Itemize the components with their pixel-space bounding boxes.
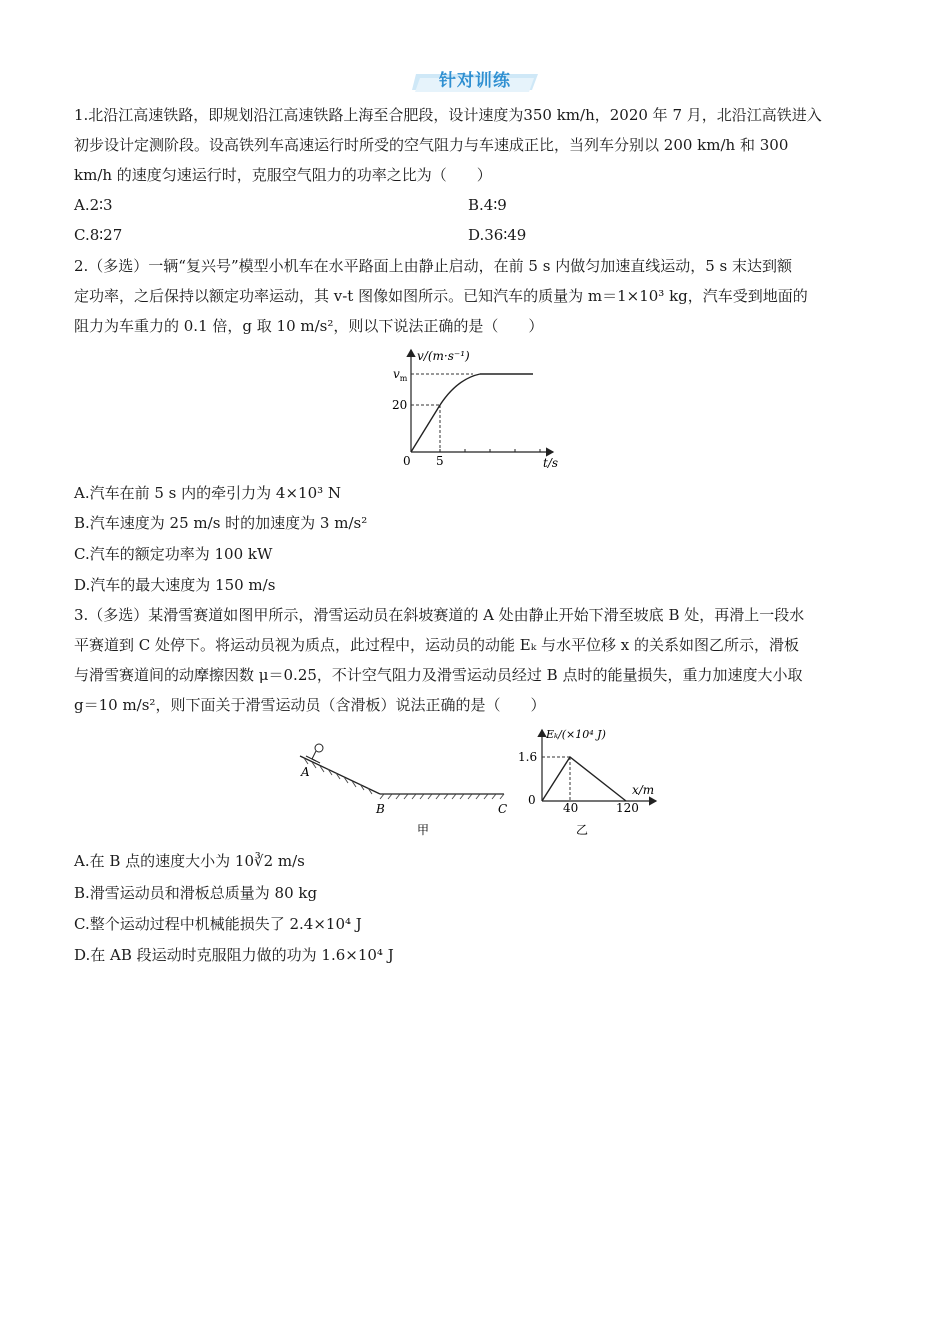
q3-option-a[interactable]: A.在 B 点的速度大小为 10∛2 m/s	[74, 852, 305, 870]
q2-accel-line	[411, 405, 440, 452]
q1-line-1: 1.北沿江高速铁路，即规划沿江高速铁路上海至合肥段，设计速度为350 km/h，2020 年 7 月，北沿江高铁进入	[74, 106, 822, 124]
q3-line-3: 与滑雪赛道间的动摩擦因数 μ＝0.25，不计空气阻力及滑雪运动员经过 B 点时的能量损失，重力加速度大小取	[74, 666, 803, 684]
q2-option-c[interactable]: C.汽车的额定功率为 100 kW	[74, 545, 273, 563]
q3-ek-graph	[510, 722, 670, 846]
q2-vt-graph	[385, 345, 575, 474]
q1-option-a[interactable]: A.2∶3	[74, 196, 113, 214]
q2-x-axis-label: t/s	[543, 456, 559, 470]
q3-x-tick-120: 120	[616, 801, 639, 815]
section-header	[412, 68, 538, 94]
q3-point-b: B	[376, 802, 385, 816]
q3-point-a: A	[301, 765, 310, 779]
q1-option-d[interactable]: D.36∶49	[468, 226, 527, 244]
q3-option-d[interactable]: D.在 AB 段运动时克服阻力做的功为 1.6×10⁴ J	[74, 946, 394, 964]
q2-x-tick: 5	[436, 454, 444, 468]
q2-line-1: 2.（多选）一辆“复兴号”模型小机车在水平路面上由静止启动，在前 5 s 内做匀加速直线运动，5 s 末达到额	[74, 257, 792, 275]
q3-point-c: C	[498, 802, 508, 816]
q3-caption-a: 甲	[417, 823, 430, 837]
q3-x-axis-label: x/m	[632, 783, 655, 797]
q2-line-2: 定功率，之后保持以额定功率运动，其 v-t 图像如图所示。已知汽车的质量为 m＝1×10³ kg，汽车受到地面的	[74, 287, 808, 305]
q3-x-tick-40: 40	[563, 801, 579, 815]
q1-line-2: 初步设计定测阶段。设高铁列车高速运行时所受的空气阻力与车速成正比，当列车分别以 200 km/h 和 300	[74, 136, 789, 154]
q2-option-b[interactable]: B.汽车速度为 25 m/s 时的加速度为 3 m/s²	[74, 514, 368, 532]
q1-option-b[interactable]: B.4∶9	[468, 196, 507, 214]
q3-caption-b: 乙	[576, 823, 589, 837]
q2-y-axis-label: v/(m·s⁻¹)	[417, 349, 470, 363]
q3-y-tick: 1.6	[518, 750, 538, 764]
q2-origin: 0	[403, 454, 411, 468]
q2-line-3: 阻力为车重力的 0.1 倍，g 取 10 m/s²，则以下说法正确的是（ ）	[74, 317, 544, 335]
q2-option-a[interactable]: A.汽车在前 5 s 内的牵引力为 4×10³ N	[74, 484, 342, 502]
q3-option-c[interactable]: C.整个运动过程中机械能损失了 2.4×10⁴ J	[74, 915, 362, 933]
q3-line-2: 平赛道到 C 处停下。将运动员视为质点，此过程中，运动员的动能 Eₖ 与水平位移 x 的关系如图乙所示，滑板	[74, 636, 799, 654]
q3-line-4: g＝10 m/s²，则下面关于滑雪运动员（含滑板）说法正确的是（ ）	[74, 696, 546, 714]
q2-y-tick: 20	[392, 398, 408, 412]
q3-option-b[interactable]: B.滑雪运动员和滑板总质量为 80 kg	[74, 884, 318, 902]
q3-ek-line	[542, 757, 626, 801]
q3-line-1: 3.（多选）某滑雪赛道如图甲所示，滑雪运动员在斜坡赛道的 A 处由静止开始下滑至坡底 B 处，再滑上一段水	[74, 606, 805, 624]
q2-option-d[interactable]: D.汽车的最大速度为 150 m/s	[74, 576, 276, 594]
section-title: 针对训练	[439, 71, 511, 91]
q2-vm-label: $v_m$	[393, 367, 408, 383]
q1-option-c[interactable]: C.8∶27	[74, 226, 123, 244]
q3-y-axis-label: Eₖ/(×10⁴ J)	[546, 728, 606, 741]
q3-origin: 0	[528, 793, 536, 807]
q1-line-3: km/h 的速度匀速运行时，克服空气阻力的功率之比为（ ）	[74, 166, 492, 184]
q2-power-curve	[440, 374, 480, 405]
q3-slope-figure	[292, 738, 522, 847]
